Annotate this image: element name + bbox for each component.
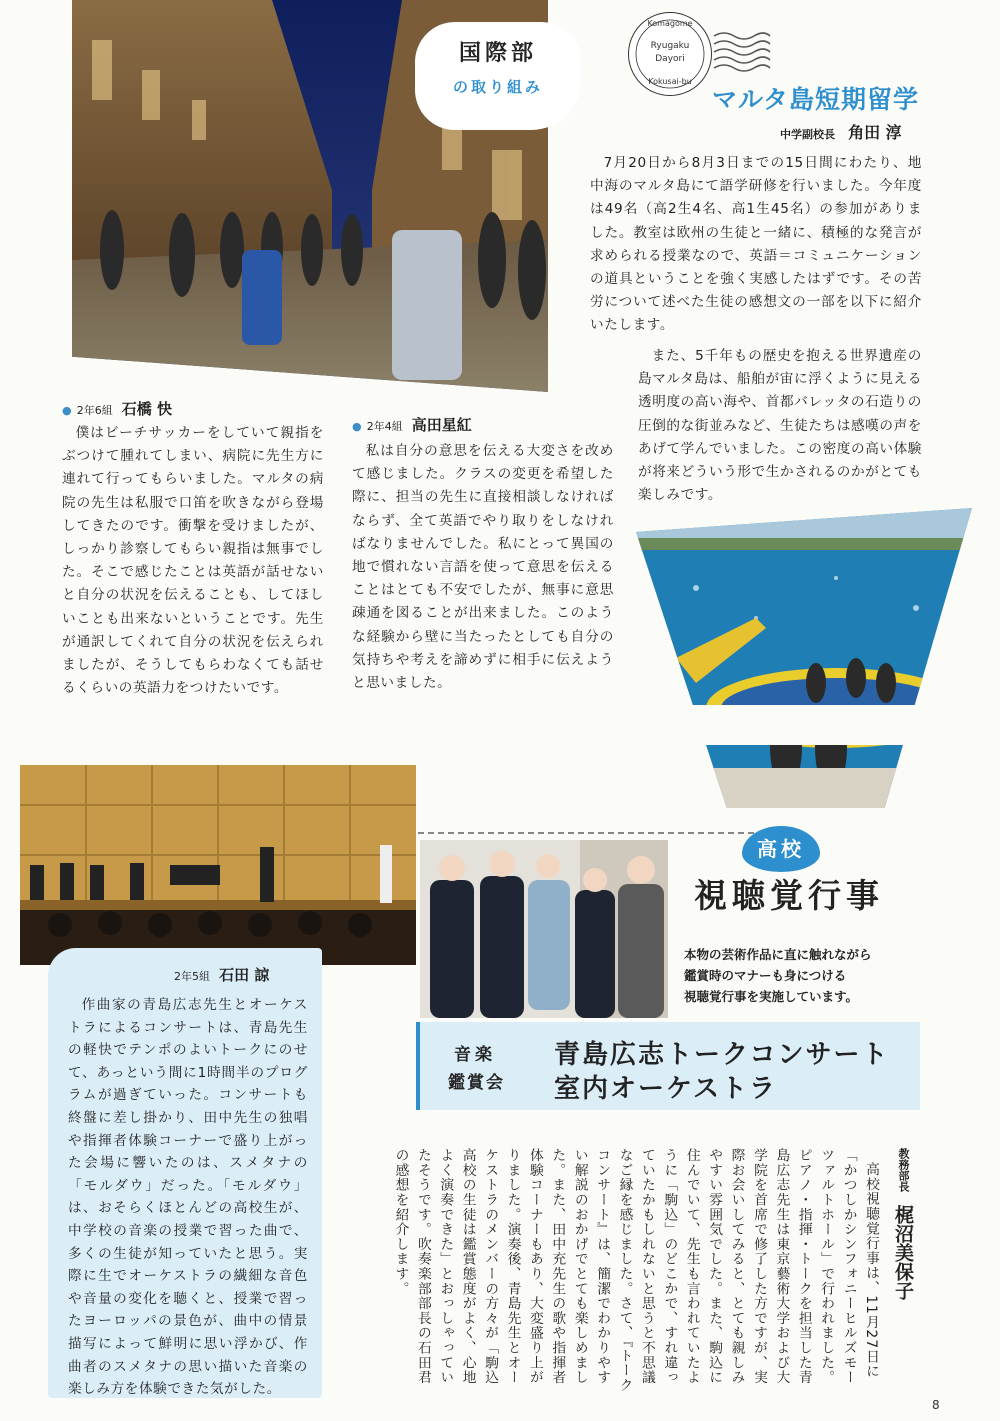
- student2-byline: [352, 414, 472, 435]
- concert-title-bar: [416, 1022, 920, 1110]
- section2-title: 視聴覚行事: [694, 876, 884, 915]
- author-byline: [780, 120, 902, 143]
- student3-class: 2年5組: [174, 970, 210, 983]
- concert-title-line2: 室内オーケストラ: [554, 1074, 777, 1104]
- student3-box: [48, 948, 322, 1398]
- author-role: 中学副校長: [780, 128, 835, 141]
- bullet-icon: ●: [352, 420, 362, 433]
- lead-line-2: 鑑賞時のマナーも身につける: [684, 968, 847, 983]
- student2-class: 2年4組: [366, 420, 403, 433]
- department-label: [415, 22, 581, 130]
- vertical-author: [890, 1148, 917, 1348]
- section-divider: [0, 705, 1000, 745]
- lead-line-1: 本物の芸術作品に直に触れながら: [684, 947, 872, 962]
- vertical-article-text: 高校視聴覚行事は、11月27日に「かつしかシンフォニーヒルズモーツァルトホール」で行われました。ピアノ・指揮・トークを担当した青島広志先生は東京藝術大学および大学院を首席で修了した方ですが、実際お会いしてみると、とても親しみやすい雰囲気でした。また、駒込に住んでいて、先生も言われていたように「駒込」のどこかで、すれ違っていたかもしれないと思うと不思議なご縁を感じました。さて、『トークコンサート』は、簡潔でわかりやすい解説のおかげでとても楽しめました。また、田中充先生の歌や指揮者体験コーナーもあり、大変盛り上がりました。演奏後、青島先生とオーケストラのメンバーの方々が「駒込高校の生徒は鑑賞態度がよく、心地よく演奏できた」とおっしゃっていたそうです。吹奏楽部部長の石田君の感想を紹介します。: [392, 1148, 879, 1393]
- department-label-line2: の取り組み: [452, 78, 543, 96]
- stamp-text-center2: Dayori: [655, 54, 685, 64]
- genre-label-line2: 鑑賞会: [448, 1073, 505, 1093]
- malta-boat-sea-photo: [636, 508, 972, 808]
- student3-text: 作曲家の青島広志先生とオーケストラによるコンサートは、青島先生の軽快でテンポのよいトークにのせて、あっという間に1時間半のプログラムが過ぎていった。コンサートも終盤に差し掛かり、田中先生の独唱や指揮者体験コーナーで盛り上がった会場に響いたのは、スメタナの「モルダウ」だった。「モルダウ」は、おそらくほとんどの高校生が、中学校の音楽の授業で習った曲で、多くの生徒が知っていたと思う。実際に生でオーケストラの繊細な音色や音量の変化を聴くと、授業で習ったヨーロッパの景色が、曲中の情景描写によって鮮明に思い浮かび、作曲者のスメタナの思い描いた音楽の楽しみ方を体験できた気がした。: [68, 997, 308, 1398]
- concert-hall-photo: [20, 765, 416, 965]
- lead-line-3: 視聴覚行事を実施しています。: [684, 989, 859, 1004]
- student2-text: 私は自分の意思を伝える大変さを改めて感じました。クラスの変更を希望した際に、担当の先生に直接相談しなければならず、全て英語でやり取りをしなければなりませんでした。私にとって異国の地で慣れない言語を使って意思を伝えることはとても不安でしたが、無事に意思疎通を図ることが出来ました。このような経験から壁に当たったとしても自分の気持ちや考えを諦めずに相手に伝えようと思いました。: [352, 443, 614, 692]
- postmark-wave-icon: [712, 28, 772, 74]
- bullet-icon: ●: [62, 404, 72, 417]
- vertical-author-role: 教務部長: [897, 1148, 910, 1192]
- dashed-rule: [418, 832, 784, 834]
- high-school-badge-label: 高校: [757, 837, 805, 861]
- student1-byline: [62, 398, 172, 419]
- student3-byline: [174, 964, 269, 985]
- student1-class: 2年6組: [76, 404, 113, 417]
- stamp-text-bottom: Kokusai-bu: [648, 77, 692, 86]
- high-school-badge: [742, 826, 820, 872]
- stamp-text-center1: Ryugaku: [650, 41, 690, 51]
- article-title: マルタ島短期留学: [712, 85, 920, 114]
- intro-paragraph-1: 7月20日から8月3日までの15日間にわたり、地中海のマルタ島にて語学研修を行いました。今年度は49名（高2生4名、高1生45名）の参加がありました。教室は欧州の生徒と一緒に、積極的な発言が求められる授業なので、英語＝コミュニケーションの道具ということを強く実感したはずです。その苦労について述べた生徒の感想文の一部を以下に紹介いたします。: [590, 155, 922, 334]
- student2-name: 高田星紅: [411, 416, 472, 434]
- stamp-text-top: Komagome: [647, 19, 693, 28]
- student1-text: 僕はビーチサッカーをしていて親指をぶつけて腫れてしまい、病院に先生方に連れて行ってもらいました。マルタの病院の先生は私服で口笛を吹きながら登場してきたのです。衝撃を受けましたが、しっかり診察してもらい親指は無事でした。そこで感じたことは英語が話せないと自分の状況を伝えることも、してほしいことも出来ないということです。先生が通訳してくれて自分の状況を伝えられましたが、そうしてもらわなくても話せるくらいの英語力をつけたいです。: [62, 425, 324, 697]
- concert-title-line1: 青島広志トークコンサート: [554, 1040, 890, 1070]
- section2-lead: [684, 944, 872, 1007]
- student1-name: 石橋 快: [121, 400, 173, 418]
- author-name: 角田 淳: [848, 123, 902, 142]
- department-label-line1: 国際部: [458, 41, 537, 66]
- ryugaku-dayori-stamp: [628, 12, 712, 96]
- vertical-author-name: 梶沼美保子: [892, 1205, 914, 1301]
- intro-paragraph-2: また、5千年もの歴史を抱える世界遺産の島マルタ島は、船舶が宙に浮くように見える透明度の高い海や、首都バレッタの石造りの圧倒的な街並みなど、生徒たちは感嘆の声をあげて学んでいました。この密度の高い体験が将来どういう形で生かされるのかがとても楽しみです。: [638, 348, 922, 504]
- page-number: 8: [932, 1398, 940, 1412]
- genre-label-line1: 音楽: [454, 1045, 496, 1065]
- group-photo: [420, 840, 668, 1018]
- student3-name: 石田 諒: [219, 966, 270, 984]
